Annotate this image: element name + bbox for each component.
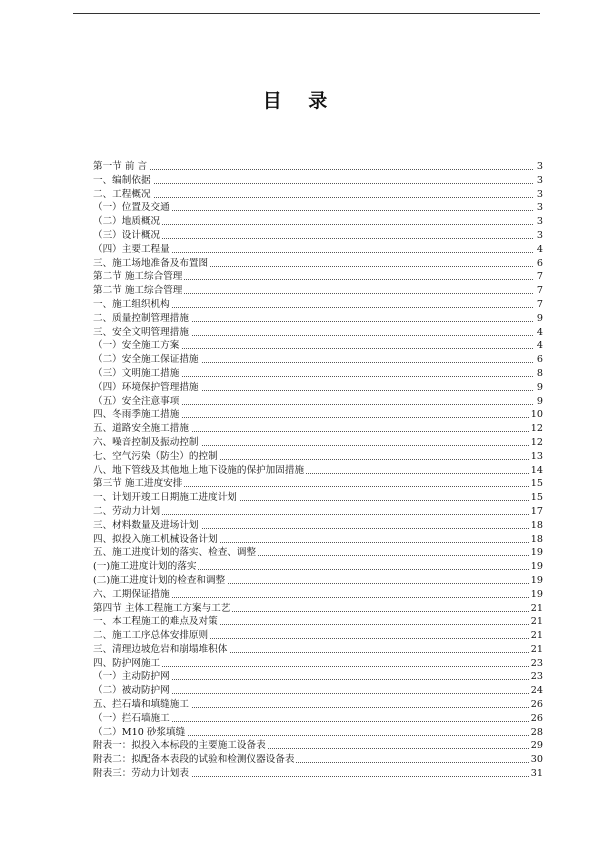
toc-entry[interactable] (93, 712, 543, 726)
toc-entry-title: 五、拦石墙和填缝施工 (93, 699, 189, 711)
toc-dot-leader (93, 197, 533, 198)
toc-entry-page: 9 (536, 381, 543, 393)
toc-entry[interactable] (93, 284, 543, 298)
toc-entry[interactable] (93, 588, 543, 602)
toc-entry-page: 24 (530, 685, 543, 697)
toc-entry-page: 26 (530, 699, 543, 711)
toc-entry-title: 二、劳动力计划 (93, 505, 161, 517)
toc-entry-page: 3 (536, 161, 543, 172)
toc-dot-leader (93, 183, 533, 184)
table-of-contents (93, 160, 543, 781)
toc-entry-page: 3 (536, 188, 543, 200)
toc-entry-title: 一、施工组织机构 (93, 298, 170, 310)
toc-entry-page: 30 (530, 754, 543, 766)
toc-entry-page: 4 (536, 326, 543, 338)
toc-entry[interactable] (93, 505, 543, 519)
toc-entry-page: 15 (530, 492, 543, 504)
toc-entry-page: 9 (536, 312, 543, 324)
toc-entry-title: 四、冬雨季施工措施 (93, 409, 180, 421)
toc-entry-title: （三）文明施工措施 (93, 367, 180, 379)
toc-entry-page: 12 (530, 436, 543, 448)
toc-entry[interactable] (93, 560, 543, 574)
toc-entry-page: 9 (536, 395, 543, 407)
toc-entry-title: 五、施工进度计划的落实、检查、调整 (93, 547, 257, 559)
toc-entry-title: 二、施工工序总体安排原则 (93, 630, 209, 642)
toc-entry[interactable] (93, 698, 543, 712)
toc-entry-title: （三）设计概况 (93, 229, 161, 241)
toc-entry-page: 21 (530, 630, 543, 642)
toc-entry-title: （一）主动防护网 (93, 671, 170, 683)
page-title: 目 录 (262, 90, 338, 112)
toc-entry[interactable] (93, 229, 543, 243)
toc-entry-title: 第二节 施工综合管理 (93, 285, 183, 297)
toc-entry[interactable] (93, 215, 543, 229)
toc-entry[interactable] (93, 643, 543, 657)
toc-entry-page: 7 (536, 298, 543, 310)
toc-entry[interactable] (93, 464, 543, 478)
toc-entry[interactable] (93, 353, 543, 367)
toc-entry-title: 第二节 施工综合管理 (93, 271, 183, 283)
toc-entry-page: 19 (530, 561, 543, 573)
toc-entry-title: 五、道路安全施工措施 (93, 423, 189, 435)
toc-entry[interactable] (93, 519, 543, 533)
toc-entry[interactable] (93, 629, 543, 643)
toc-entry[interactable] (93, 298, 543, 312)
toc-entry-title: （五）安全注意事项 (93, 395, 180, 407)
toc-entry[interactable] (93, 574, 543, 588)
toc-entry[interactable] (93, 270, 543, 284)
toc-entry[interactable] (93, 477, 543, 491)
toc-dot-leader (93, 169, 533, 170)
toc-entry-title: 三、施工场地准备及布置图 (93, 257, 209, 269)
toc-entry[interactable] (93, 684, 543, 698)
toc-entry-page: 17 (530, 505, 543, 517)
header-rule (73, 13, 540, 14)
toc-entry-title: (一)施工进度计划的落实 (93, 561, 197, 573)
toc-entry-title: 二、工程概况 (93, 188, 151, 200)
toc-entry-page: 3 (536, 202, 543, 214)
toc-entry[interactable] (93, 367, 543, 381)
toc-entry-title: （二）安全施工保证措施 (93, 354, 199, 366)
toc-entry[interactable] (93, 174, 543, 188)
toc-entry[interactable] (93, 753, 543, 767)
toc-entry-page: 4 (536, 340, 543, 352)
toc-entry-page: 18 (530, 533, 543, 545)
toc-entry[interactable] (93, 243, 543, 257)
toc-entry[interactable] (93, 670, 543, 684)
toc-entry[interactable] (93, 602, 543, 616)
toc-entry-page: 23 (530, 671, 543, 683)
toc-entry[interactable] (93, 450, 543, 464)
toc-entry[interactable] (93, 726, 543, 740)
toc-entry-page: 3 (536, 216, 543, 228)
toc-entry-page: 13 (530, 450, 543, 462)
toc-entry-title: 第三节 施工进度安排 (93, 478, 183, 490)
toc-entry-title: 三、清理边坡危岩和崩塌堆积体 (93, 643, 228, 655)
toc-entry-page: 31 (530, 768, 543, 780)
toc-entry[interactable] (93, 326, 543, 340)
toc-entry[interactable] (93, 408, 543, 422)
toc-entry[interactable] (93, 615, 543, 629)
toc-entry[interactable] (93, 381, 543, 395)
toc-entry[interactable] (93, 201, 543, 215)
toc-entry[interactable] (93, 160, 543, 174)
toc-entry-page: 7 (536, 271, 543, 283)
toc-entry-title: 二、质量控制管理措施 (93, 312, 189, 324)
toc-entry-title: （一）拦石墙施工 (93, 712, 170, 724)
toc-entry[interactable] (93, 491, 543, 505)
toc-entry-page: 29 (530, 740, 543, 752)
toc-entry-title: 附表一：拟投入本标段的主要施工设备表 (93, 740, 266, 752)
toc-entry-title: 六、噪音控制及振动控制 (93, 436, 199, 448)
toc-entry[interactable] (93, 312, 543, 326)
toc-entry-title: 三、安全文明管理措施 (93, 326, 189, 338)
toc-entry[interactable] (93, 657, 543, 671)
toc-entry-page: 3 (536, 229, 543, 241)
toc-entry-page: 28 (530, 726, 543, 738)
toc-entry-page: 21 (530, 643, 543, 655)
toc-entry-title: (二)施工进度计划的检查和调整 (93, 574, 226, 586)
toc-entry-page: 19 (530, 547, 543, 559)
toc-entry-page: 18 (530, 519, 543, 531)
toc-entry-title: （四）主要工程量 (93, 243, 170, 255)
toc-entry-title: 一、本工程施工的难点及对策 (93, 616, 218, 628)
toc-entry-page: 4 (536, 243, 543, 255)
toc-entry-title: 一、编制依据 (93, 174, 151, 186)
toc-entry-title: 第四节 主体工程施工方案与工艺 (93, 602, 231, 614)
toc-entry-page: 12 (530, 423, 543, 435)
toc-entry-page: 26 (530, 712, 543, 724)
toc-entry-title: （四）环境保护管理措施 (93, 381, 199, 393)
toc-entry-page: 19 (530, 588, 543, 600)
toc-entry-title: 四、拟投入施工机械设备计划 (93, 533, 218, 545)
toc-entry[interactable] (93, 188, 543, 202)
toc-entry-page: 10 (530, 409, 543, 421)
toc-entry[interactable] (93, 533, 543, 547)
toc-entry-page: 6 (536, 354, 543, 366)
toc-entry-title: 四、防护网施工 (93, 657, 161, 669)
toc-entry-title: 一、计划开竣工日期施工进度计划 (93, 492, 237, 504)
toc-entry-title: （二）地质概况 (93, 216, 161, 228)
toc-entry-title: 三、材料数量及进场计划 (93, 519, 199, 531)
toc-entry-page: 19 (530, 574, 543, 586)
toc-entry-title: （一）位置及交通 (93, 202, 170, 214)
toc-entry[interactable] (93, 339, 543, 353)
toc-entry-title: 附表二：拟配备本表段的试验和检测仪器设备表 (93, 754, 295, 766)
toc-entry-title: 第一节 前 言 (93, 161, 148, 172)
toc-entry-title: （一）安全施工方案 (93, 340, 180, 352)
toc-entry-page: 21 (530, 616, 543, 628)
toc-entry[interactable] (93, 257, 543, 271)
toc-entry-page: 21 (530, 602, 543, 614)
toc-entry-title: 六、工期保证措施 (93, 588, 170, 600)
toc-entry[interactable] (93, 767, 543, 781)
toc-entry-page: 6 (536, 257, 543, 269)
toc-entry[interactable] (93, 395, 543, 409)
toc-entry-page: 8 (536, 367, 543, 379)
toc-entry[interactable] (93, 546, 543, 560)
toc-entry-title: 附表三：劳动力计划表 (93, 768, 189, 780)
toc-entry[interactable] (93, 739, 543, 753)
toc-entry-page: 7 (536, 285, 543, 297)
toc-entry-title: 八、地下管线及其他地上地下设施的保护加固措施 (93, 464, 305, 476)
toc-entry[interactable] (93, 436, 543, 450)
toc-entry-page: 3 (536, 174, 543, 186)
toc-entry-title: 七、空气污染（防尘）的控制 (93, 450, 218, 462)
toc-entry-title: （二）M10 砂浆填缝 (93, 726, 186, 738)
toc-entry-page: 15 (530, 478, 543, 490)
toc-entry[interactable] (93, 422, 543, 436)
toc-entry-title: （二）被动防护网 (93, 685, 170, 697)
toc-entry-page: 23 (530, 657, 543, 669)
toc-entry-page: 14 (530, 464, 543, 476)
